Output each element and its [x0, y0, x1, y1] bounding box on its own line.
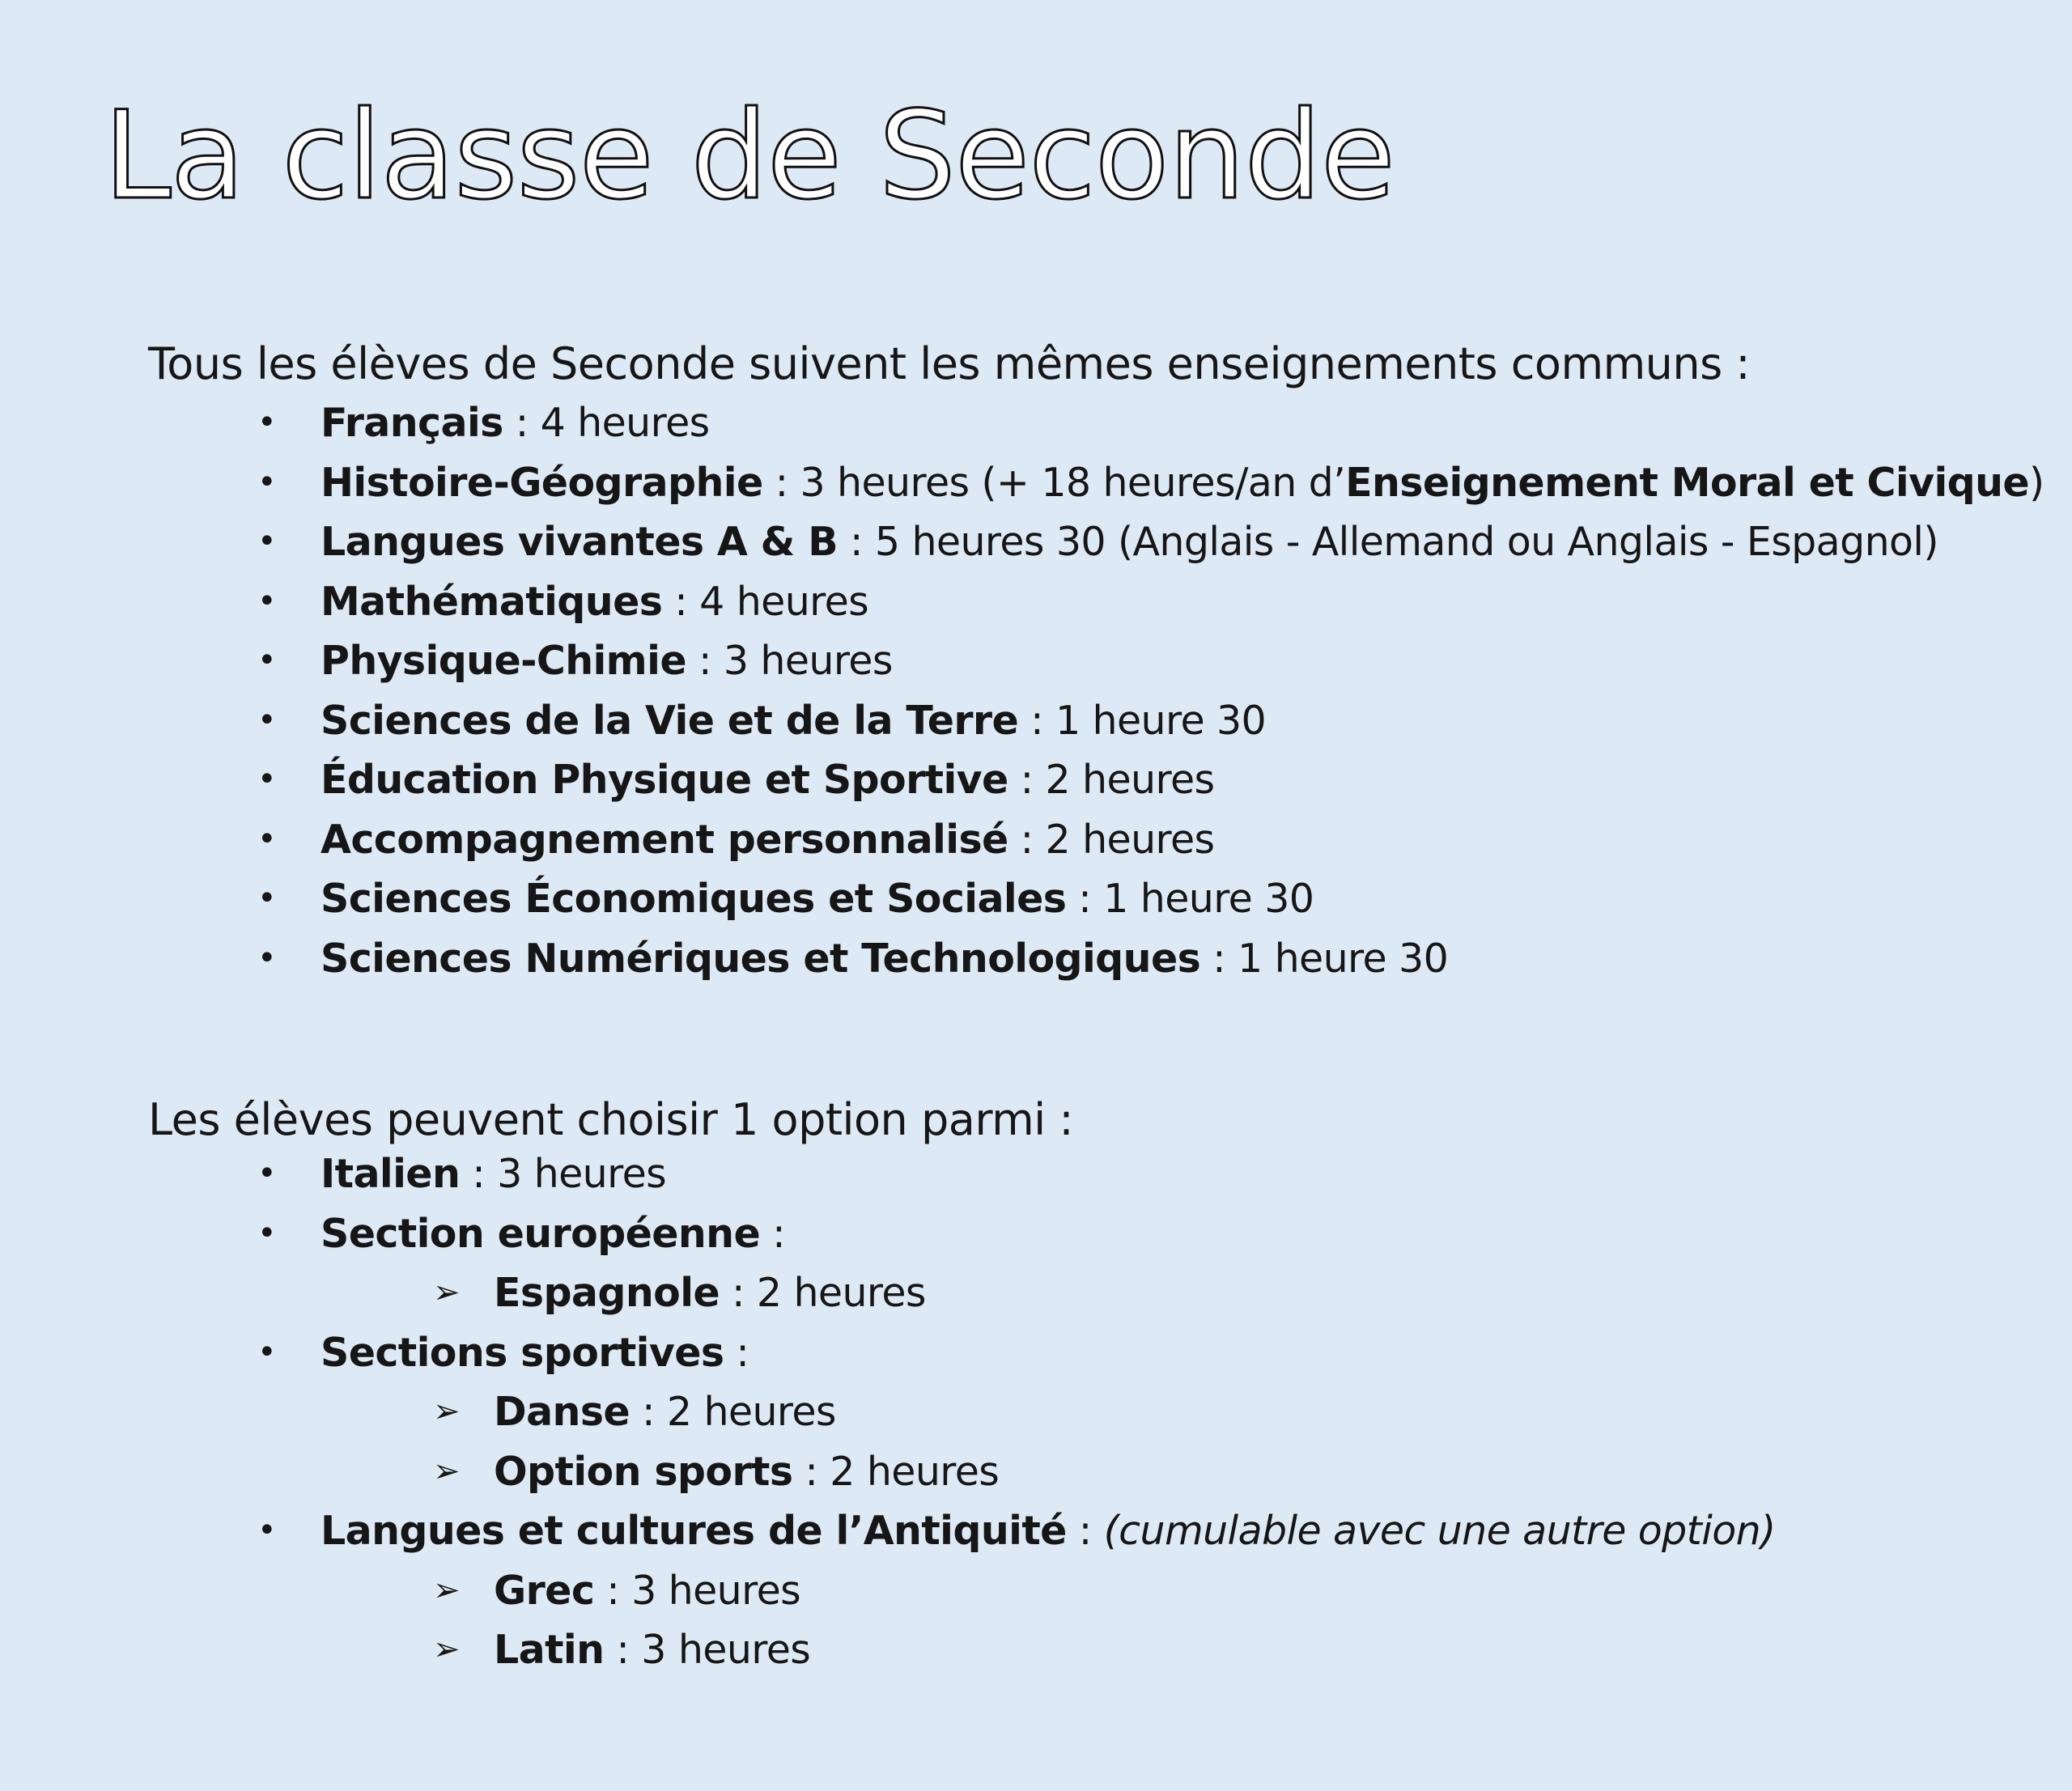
subject-hours: : 4 heures: [662, 578, 869, 625]
sub-option-sports: [148, 1442, 2058, 1502]
sub-option-name: Latin: [494, 1627, 605, 1673]
subject-name: Français: [321, 400, 503, 446]
subject-name: Histoire-Géographie: [321, 459, 763, 506]
sub-option-name: Espagnole: [494, 1270, 720, 1316]
option-name: Sections sportives: [321, 1329, 724, 1376]
option-antiquite: [148, 1501, 2058, 1561]
option-hours: :: [1066, 1508, 1104, 1554]
sub-option-hours: : 3 heures: [604, 1627, 811, 1673]
subject-hours: : 2 heures: [1008, 816, 1215, 863]
subject-name: Sciences Économiques et Sociales: [321, 876, 1067, 922]
subject-hours: : 3 heures (+ 18 heures/an d’: [762, 459, 1346, 506]
list-item: [148, 631, 2058, 691]
subject-hours: : 2 heures: [1008, 757, 1215, 803]
sub-option-hours: : 2 heures: [720, 1270, 926, 1316]
sub-option-hours: : 3 heures: [594, 1567, 801, 1614]
subject-hours: : 3 heures: [686, 638, 893, 684]
option-name: Langues et cultures de l’Antiquité: [321, 1508, 1067, 1554]
subject-hours: : 1 heure 30: [1066, 876, 1314, 922]
list-item: [148, 393, 2058, 453]
option-italien: [148, 1144, 2058, 1204]
list-item: [148, 512, 2058, 572]
sub-option-hours: : 2 heures: [792, 1448, 1000, 1495]
option-hours: :: [760, 1210, 785, 1257]
list-item: [148, 869, 2058, 929]
subject-name: Sciences de la Vie et de la Terre: [321, 697, 1019, 744]
options-list: [148, 1144, 2058, 1680]
option-sections-sportives: [148, 1323, 2058, 1383]
list-item: [148, 929, 2058, 989]
list-item: [148, 810, 2058, 870]
option-section-europeenne: [148, 1204, 2058, 1264]
subject-hours: : 1 heure 30: [1018, 697, 1267, 744]
subject-name: Sciences Numériques et Technologiques: [321, 935, 1201, 982]
option-name: Section européenne: [321, 1210, 761, 1257]
subject-name: Éducation Physique et Sportive: [321, 757, 1008, 803]
sub-option-name: Option sports: [494, 1448, 793, 1495]
list-item: [148, 572, 2058, 632]
sub-option-grec: [148, 1561, 2058, 1621]
sub-option-name: Grec: [494, 1567, 595, 1614]
subject-hours: : 5 heures 30 (Anglais - Allemand ou Anglais - Espagnol): [838, 519, 1938, 565]
option-hours: :: [724, 1329, 749, 1376]
subject-name: Langues vivantes A & B: [321, 519, 839, 565]
list-item: [148, 691, 2058, 751]
common-courses-intro: Tous les élèves de Seconde suivent les mêmes enseignements communs :: [148, 338, 1751, 389]
options-section: [148, 1091, 2058, 1680]
page-title: La classe de Seconde: [104, 86, 1395, 227]
subject-name: Mathématiques: [321, 578, 663, 625]
subject-hours: : 1 heure 30: [1200, 935, 1449, 982]
option-name: Italien: [321, 1151, 461, 1197]
sub-option-latin: [148, 1620, 2058, 1680]
sub-option-hours: : 2 heures: [630, 1389, 836, 1435]
subject-name: Physique-Chimie: [321, 638, 686, 684]
subject-extra: Enseignement Moral et Civique: [1345, 459, 2030, 506]
option-note: (cumulable avec une autre option): [1103, 1508, 1776, 1554]
sub-option-espagnole: [148, 1263, 2058, 1323]
options-intro: Les élèves peuvent choisir 1 option parmi :: [148, 1094, 1074, 1145]
common-courses-list: [148, 393, 2058, 988]
subject-tail: ): [2029, 459, 2044, 506]
subject-hours: : 4 heures: [503, 400, 710, 446]
list-item: [148, 750, 2058, 810]
sub-option-name: Danse: [494, 1389, 631, 1435]
common-courses-section: [148, 335, 2058, 988]
sub-option-danse: [148, 1382, 2058, 1442]
subject-name: Accompagnement personnalisé: [321, 816, 1008, 863]
list-item: [148, 453, 2058, 513]
option-hours: : 3 heures: [460, 1151, 667, 1197]
